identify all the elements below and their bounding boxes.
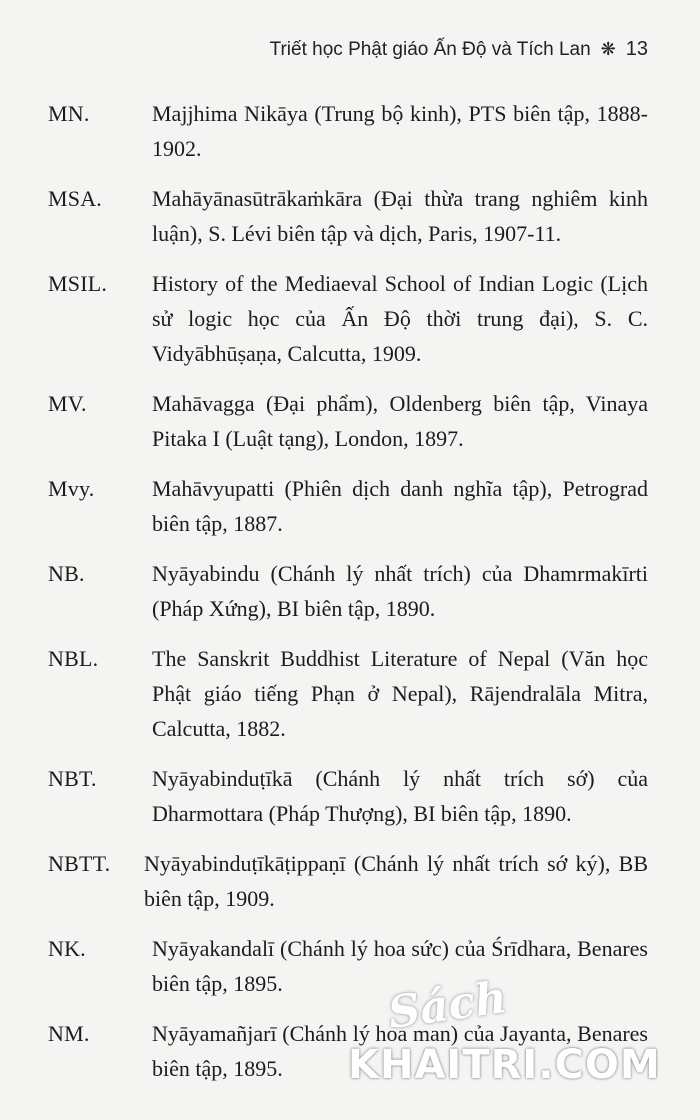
abbreviation-description: Majjhima Nikāya (Trung bộ kinh), PTS biên tập, 1888-1902. (152, 101, 648, 161)
watermark-logo (348, 971, 678, 1100)
page-number: 13 (625, 38, 648, 60)
abbreviation-description: Mahāvyupatti (Phiên dịch danh nghĩa tập), Petrograd biên tập, 1887. (152, 476, 648, 536)
abbreviation-description: Nyāyabindu (Chánh lý nhất trích) của Dhamrmakīrti (Pháp Xứng), BI biên tập, 1890. (152, 561, 648, 621)
running-header (270, 38, 648, 61)
abbreviation-entry (48, 386, 648, 456)
abbreviation: MV. (48, 391, 87, 416)
abbreviation: NB. (48, 561, 85, 586)
running-title: Triết học Phật giáo Ấn Độ và Tích Lan (269, 38, 591, 60)
abbreviation-entry (48, 641, 648, 746)
abbreviation-description: Nyāyamañjarī (Chánh lý hoa man) của Jayanta, Benares biên tập, 1895. (152, 1021, 648, 1081)
abbreviation-description: Nyāyabinduṭīkā (Chánh lý nhất trích sớ) của Dharmottara (Pháp Thượng), BI biên tập, 1890. (152, 766, 648, 826)
abbreviation-description: Nyāyabinduṭīkāṭippaṇī (Chánh lý nhất trích sớ ký), BB biên tập, 1909. (144, 851, 648, 911)
abbreviation-description: Mahāvagga (Đại phẩm), Oldenberg biên tập, Vinaya Pitaka I (Luật tạng), London, 1897. (152, 391, 648, 451)
abbreviation: NBTT. (48, 851, 111, 876)
abbreviation-entry (48, 96, 648, 166)
abbreviation-description: Nyāyakandalī (Chánh lý hoa sức) của Śrīdhara, Benares biên tập, 1895. (152, 936, 648, 996)
abbreviation: MSIL. (48, 271, 108, 296)
abbreviation: NBT. (48, 766, 97, 791)
abbreviation-entry (48, 556, 648, 626)
abbreviation-entry (48, 471, 648, 541)
abbreviation-entry (48, 846, 648, 916)
abbreviation-description: Mahāyānasūtrākaṁkāra (Đại thừa trang nghiêm kinh luận), S. Lévi biên tập và dịch, Paris, 1907-11. (152, 186, 648, 246)
abbreviation: MN. (48, 101, 90, 126)
abbreviation-list (48, 96, 648, 1101)
abbreviation-entry (48, 266, 648, 371)
abbreviation: NK. (48, 936, 86, 961)
ornament-separator: ❋ (600, 39, 616, 59)
abbreviation: NM. (48, 1021, 90, 1046)
abbreviation-description: History of the Mediaeval School of Indian Logic (Lịch sử logic học của Ấn Độ thời trung đại), S. C. Vidyābhūṣaṇa, Calcutta, 1909. (152, 271, 648, 366)
watermark-brand: KHAITRI.COM (348, 1042, 661, 1088)
abbreviation: NBL. (48, 646, 99, 671)
abbreviation: Mvy. (48, 476, 95, 501)
abbreviation-description: The Sanskrit Buddhist Literature of Nepal (Văn học Phật giáo tiếng Phạn ở Nepal), Rājendralāla Mitra, Calcutta, 1882. (152, 646, 648, 741)
abbreviation-entry (48, 761, 648, 831)
abbreviation: MSA. (48, 186, 102, 211)
abbreviation-entry (48, 181, 648, 251)
watermark-script: Sách (385, 971, 511, 1040)
